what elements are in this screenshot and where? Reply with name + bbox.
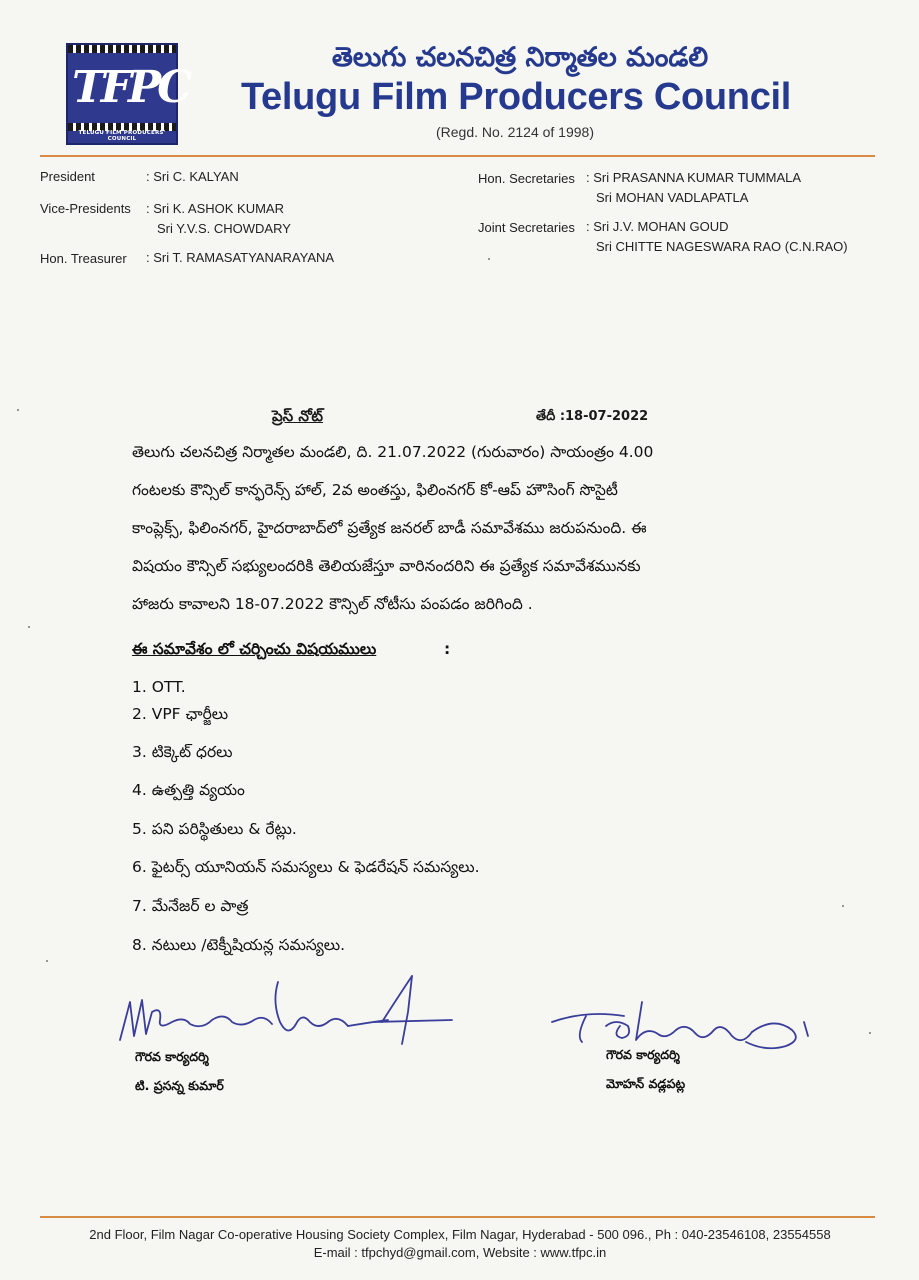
agenda-item-4: 4. ఉత్పత్తి వ్యయం [132, 781, 245, 799]
scan-speck [28, 626, 30, 628]
joint-secretary-name-2: Sri CHITTE NAGESWARA RAO (C.N.RAO) [596, 239, 848, 254]
agenda-item-7: 7. మేనేజర్ ల పాత్ర [132, 897, 249, 915]
scan-speck [842, 905, 844, 907]
film-strip-top [68, 45, 176, 53]
secretaries-role: Hon. Secretaries [478, 171, 575, 186]
agenda-item-5: 5. పని పరిస్థితులు & రేట్లు. [132, 820, 297, 838]
right-signatory-name: మోహన్ వడ్లపట్ల [606, 1076, 686, 1091]
agenda-item-1: 1. OTT. [132, 678, 186, 696]
vice-president-name-1: : Sri K. ASHOK KUMAR [146, 201, 284, 216]
scan-speck [488, 258, 490, 260]
treasurer-role: Hon. Treasurer [40, 251, 127, 266]
left-signature [112, 972, 462, 1050]
paragraph-line-4: విషయం కౌన్సిల్ సభ్యులందరికి తెలియజేస్తూ వారినందరిని ఈ ప్రత్యేక సమావేశమునకు [132, 557, 641, 575]
secretary-name-2: Sri MOHAN VADLAPATLA [596, 190, 749, 205]
council-logo [66, 43, 189, 145]
press-note-title: ప్రెస్ నోట్ [272, 407, 324, 425]
press-note-date: తేదీ :18-07-2022 [536, 409, 649, 424]
footer-divider [40, 1216, 875, 1218]
org-name-english: Telugu Film Producers Council [240, 76, 792, 118]
paragraph-line-2: గంటలకు కౌన్సిల్ కాన్ఫరెన్స్ హాల్, 2వ అంతస్తు, ఫిలింనగర్ కో-ఆప్ హౌసింగ్ సొసైటీ [132, 481, 618, 499]
vice-president-name-2: Sri Y.V.S. CHOWDARY [157, 221, 291, 236]
president-name: : Sri C. KALYAN [146, 169, 239, 184]
vice-presidents-role: Vice-Presidents [40, 201, 131, 216]
left-signatory-role: గౌరవ కార్యదర్శి [135, 1049, 209, 1064]
paragraph-line-3: కాంప్లెక్స్, ఫిలింనగర్, హైదరాబాద్‌లో ప్రత్యేక జనరల్ బాడీ సమావేశము జరుపనుంది. ఈ [132, 519, 647, 537]
agenda-item-6: 6. ఫైటర్స్ యూనియన్ సమస్యలు & ఫెడరేషన్ సమస్యలు. [132, 858, 480, 876]
right-signatory-role: గౌరవ కార్యదర్శి [606, 1047, 680, 1062]
joint-secretaries-role: Joint Secretaries [478, 220, 575, 235]
logo-caption: TELUGU FILM PRODUCERS' COUNCIL [78, 130, 166, 142]
footer-contact: E-mail : tfpchyd@gmail.com, Website : www.tfpc.in [313, 1245, 607, 1260]
scan-speck [869, 1032, 871, 1034]
agenda-heading: ఈ సమావేశం లో చర్చించు విషయములు [132, 640, 377, 658]
footer-address: 2nd Floor, Film Nagar Co-operative Housing Society Complex, Film Nagar, Hyderabad - 500 096., Ph : 040-23546108, 23554558 [89, 1227, 831, 1242]
header-divider [40, 155, 875, 157]
treasurer-name: : Sri T. RAMASATYANARAYANA [146, 250, 335, 265]
agenda-item-3: 3. టిక్కెట్ ధరలు [132, 743, 233, 761]
scan-speck [17, 409, 19, 411]
secretary-name-1: : Sri PRASANNA KUMAR TUMMALA [586, 170, 802, 185]
president-role: President [40, 169, 95, 184]
logo-letters: TFPC [72, 62, 189, 113]
registration-number: (Regd. No. 2124 of 1998) [436, 124, 594, 140]
agenda-heading-colon: : [444, 640, 451, 658]
paragraph-line-5: హాజరు కావాలని 18-07.2022 కౌన్సిల్ నోటీసు పంపడం జరిగింది . [132, 595, 533, 613]
left-signatory-name: టి. ప్రసన్న కుమార్ [135, 1078, 224, 1093]
joint-secretary-name-1: : Sri J.V. MOHAN GOUD [586, 219, 729, 234]
org-name-telugu: తెలుగు చలనచిత్ర నిర్మాతల మండలి [331, 42, 709, 73]
agenda-item-2: 2. VPF ఛార్జీలు [132, 705, 229, 723]
right-signature [546, 996, 816, 1058]
scan-speck [46, 960, 48, 962]
agenda-item-8: 8. నటులు /టెక్నీషియన్ల సమస్యలు. [132, 936, 346, 954]
paragraph-line-1: తెలుగు చలనచిత్ర నిర్మాతల మండలి, ది. 21.07.2022 (గురువారం) సాయంత్రం 4.00 [132, 443, 654, 461]
